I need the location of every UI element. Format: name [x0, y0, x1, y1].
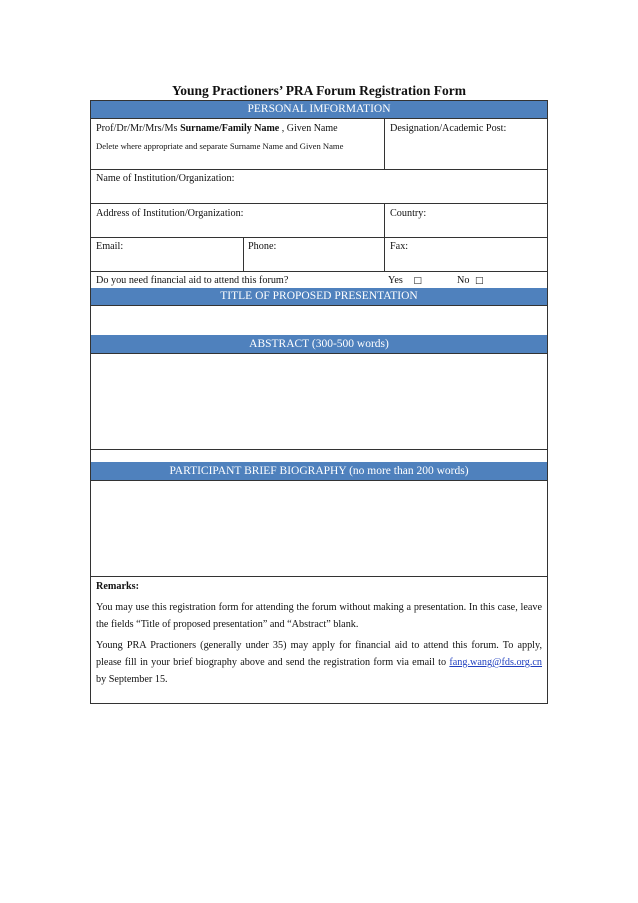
- name-prefix: Prof/Dr/Mr/Mrs/Ms: [96, 123, 178, 134]
- yes-checkbox[interactable]: □: [413, 276, 422, 286]
- form-title: Young Practioners’ PRA Forum Registration Form: [171, 83, 467, 98]
- remarks-heading: Remarks:: [96, 581, 140, 592]
- presentation-title-field[interactable]: [91, 306, 547, 335]
- name-field-label[interactable]: [96, 123, 386, 134]
- biography-header: PARTICIPANT BRIEF BIOGRAPHY (no more than 200 words): [91, 462, 547, 480]
- name-surname-label: Surname/Family Name: [180, 123, 280, 134]
- fax-field-label[interactable]: Fax:: [390, 241, 409, 252]
- remarks-section: [96, 578, 542, 692]
- phone-field-label[interactable]: Phone:: [248, 241, 277, 252]
- yes-label: Yes: [388, 275, 403, 286]
- country-field-label[interactable]: Country:: [390, 208, 427, 219]
- address-field-label[interactable]: Address of Institution/Organization:: [96, 208, 244, 219]
- abstract-field[interactable]: [91, 354, 547, 449]
- abstract-header: ABSTRACT (300-500 words): [91, 335, 547, 353]
- designation-field-label[interactable]: Designation/Academic Post:: [390, 123, 507, 134]
- presentation-title-header: TITLE OF PROPOSED PRESENTATION: [91, 288, 547, 305]
- remarks-paragraph-2-text: Young PRA Practioners (generally under 35) may apply for financial aid to attend this forum. To apply, please fill in your brief biography above and send the registration form via email to: [96, 640, 542, 668]
- biography-field[interactable]: [91, 481, 547, 576]
- email-field-label[interactable]: Email:: [96, 241, 124, 252]
- contact-email-link[interactable]: fang.wang@fds.org.cn: [449, 657, 543, 668]
- financial-aid-yes-option[interactable]: [388, 275, 448, 286]
- no-label: No: [457, 275, 470, 286]
- registration-form: [90, 100, 548, 704]
- remarks-paragraph-1: You may use this registration form for attending the forum without making a presentation. In this case, leave the fields “Title of proposed presentation” and “Abstract” blank.: [96, 602, 542, 630]
- remarks-paragraph-2: [96, 637, 542, 688]
- financial-aid-question: Do you need financial aid to attend this forum?: [96, 275, 289, 286]
- no-checkbox[interactable]: □: [475, 276, 484, 286]
- name-note: Delete where appropriate and separate Surname Name and Given Name: [96, 141, 344, 151]
- financial-aid-no-option[interactable]: [457, 275, 517, 286]
- remarks-deadline: by September 15.: [96, 674, 168, 685]
- name-given-label: , Given Name: [281, 123, 338, 134]
- institution-field-label[interactable]: Name of Institution/Organization:: [96, 173, 235, 184]
- personal-info-header: PERSONAL IMFORMATION: [91, 101, 547, 118]
